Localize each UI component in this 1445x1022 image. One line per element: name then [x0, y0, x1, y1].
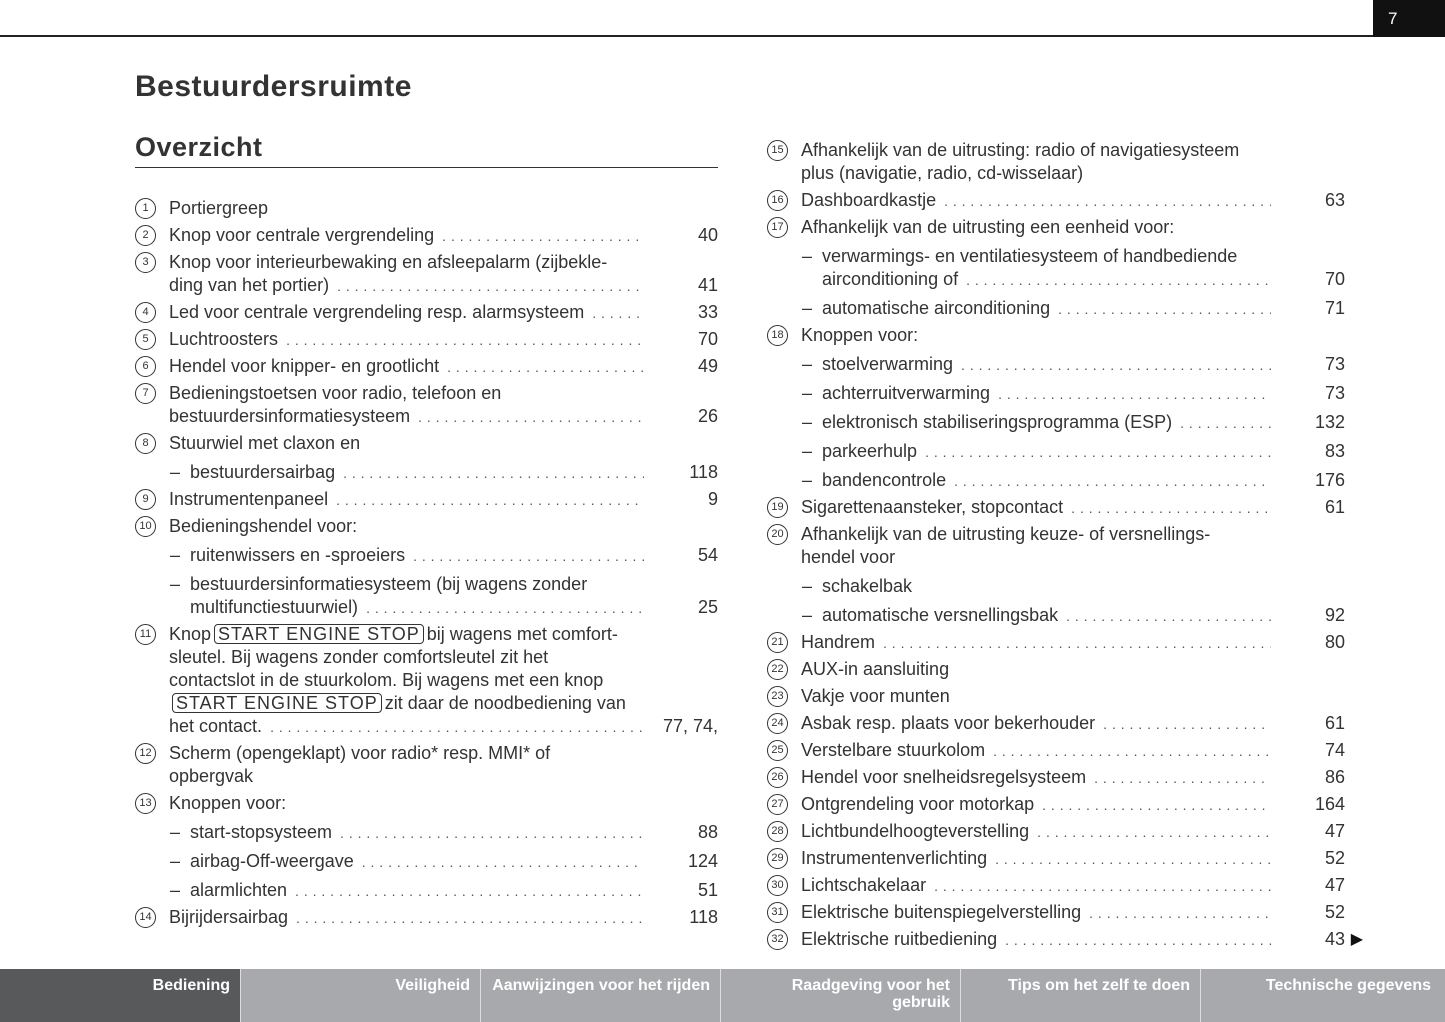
item-number-badge: 18 [767, 325, 788, 346]
page-reference[interactable]: 63 [1324, 190, 1345, 210]
sub-list-item [766, 245, 1345, 291]
item-text: ding van het portier) [169, 275, 330, 295]
page-reference[interactable]: 70 [697, 329, 718, 349]
item-text-line [134, 224, 718, 247]
dot-leader [366, 597, 644, 620]
item-text-line [134, 821, 718, 844]
start-engine-stop-key: START ENGINE STOP [214, 624, 424, 644]
list-item [766, 658, 1345, 681]
item-text: Lichtschakelaar [801, 875, 927, 895]
item-text: bestuurdersinformatiesysteem (bij wagens zonder [190, 574, 588, 594]
list-item [766, 820, 1345, 843]
item-number-badge: 1 [135, 198, 156, 219]
item-text-line [134, 879, 718, 902]
item-text-line [134, 274, 718, 297]
item-text-line [766, 523, 1345, 546]
item-text-line [766, 793, 1345, 816]
item-text: airbag-Off-weergave [190, 851, 354, 871]
item-text: ruitenwissers en -sproeiers [190, 545, 406, 565]
chapter-tab[interactable]: Aanwijzingen voor het rijden [480, 969, 720, 1022]
item-text: bestuurdersairbag [190, 462, 336, 482]
dot-leader [340, 822, 644, 845]
page-reference[interactable]: 77, 74, [662, 716, 718, 736]
item-text: het contact. [169, 716, 263, 736]
item-number-badge: 17 [767, 217, 788, 238]
sub-list-item [134, 573, 718, 619]
page-reference[interactable]: 164 [1314, 794, 1345, 814]
dot-leader [592, 302, 644, 325]
dash-bullet: – [802, 246, 813, 266]
dash-bullet: – [170, 574, 181, 594]
item-text-line [766, 496, 1345, 519]
item-text-line [766, 411, 1345, 434]
page-reference[interactable]: 74 [1324, 740, 1345, 760]
item-text: alarmlichten [190, 880, 288, 900]
page-reference[interactable]: 132 [1314, 412, 1345, 432]
page-reference[interactable]: 33 [697, 302, 718, 322]
item-text-line [766, 216, 1345, 239]
dash-bullet: – [802, 441, 813, 461]
sub-list-item [766, 604, 1345, 627]
item-number-badge: 23 [767, 686, 788, 707]
dot-leader [1180, 412, 1271, 435]
sub-list-item [134, 461, 718, 484]
item-number-badge: 32 [767, 929, 788, 950]
item-text-line [766, 324, 1345, 347]
item-text: Knop [169, 624, 212, 644]
dash-bullet: – [170, 822, 181, 842]
page-reference[interactable]: 52 [1324, 848, 1345, 868]
page-reference[interactable]: 80 [1324, 632, 1345, 652]
item-text-line [766, 928, 1363, 951]
item-text-line [134, 197, 718, 220]
list-item [766, 685, 1345, 708]
dot-leader [995, 848, 1271, 871]
page-reference[interactable]: 47 [1324, 821, 1345, 841]
dash-bullet: – [170, 880, 181, 900]
dot-leader [362, 851, 644, 874]
header-rule [0, 35, 1373, 37]
item-text: multifunctiestuurwiel) [190, 597, 359, 617]
sub-list-item [766, 297, 1345, 320]
item-text-line [766, 685, 1345, 708]
dash-bullet: – [802, 354, 813, 374]
dot-leader [944, 190, 1271, 213]
item-text: Bijrijdersairbag [169, 907, 289, 927]
dash-bullet: – [802, 470, 813, 490]
item-number-badge: 10 [135, 516, 156, 537]
dot-leader [954, 470, 1271, 493]
list-item [134, 742, 718, 788]
page-title: Bestuurdersruimte [135, 70, 412, 103]
item-text-line [134, 301, 718, 324]
item-text-line [766, 546, 1345, 569]
item-text-line [134, 405, 718, 428]
item-text-line [766, 268, 1345, 291]
item-text: opbergvak [169, 766, 254, 786]
dot-leader [1103, 713, 1271, 736]
item-text-line [766, 162, 1345, 185]
dot-leader [336, 489, 644, 512]
item-text: automatische versnellingsbak [822, 605, 1059, 625]
list-item [766, 739, 1345, 762]
item-text: Afhankelijk van de uitrusting een eenheid voor: [801, 217, 1175, 237]
chapter-tab[interactable]: Technische gegevens [1200, 969, 1445, 1022]
dot-leader [961, 354, 1271, 377]
item-text: Asbak resp. plaats voor bekerhouder [801, 713, 1096, 733]
list-item [134, 623, 718, 738]
dot-leader [1094, 767, 1271, 790]
item-number-badge: 26 [767, 767, 788, 788]
item-number-badge: 30 [767, 875, 788, 896]
section-title: Overzicht [135, 132, 263, 162]
page-reference[interactable]: 51 [697, 880, 718, 900]
item-text: Afhankelijk van de uitrusting: radio of navigatiesysteem [801, 140, 1240, 160]
dot-leader [343, 462, 644, 485]
item-text-line [766, 820, 1345, 843]
item-text-line [134, 850, 718, 873]
list-item [766, 496, 1345, 519]
item-text-line [134, 488, 718, 511]
item-text-line [766, 604, 1345, 627]
list-item [766, 928, 1363, 951]
item-number-badge: 24 [767, 713, 788, 734]
dot-leader [1042, 794, 1271, 817]
list-item [134, 301, 718, 324]
item-text: automatische airconditioning [822, 298, 1051, 318]
item-text-line [134, 906, 718, 929]
item-text-line [766, 382, 1345, 405]
page-reference[interactable]: 52 [1324, 902, 1345, 922]
item-text-line [134, 328, 718, 351]
item-number-badge: 9 [135, 489, 156, 510]
item-number-badge: 8 [135, 433, 156, 454]
list-item [766, 874, 1345, 897]
dot-leader [925, 441, 1271, 464]
item-text: AUX-in aansluiting [801, 659, 950, 679]
page-reference[interactable]: 26 [697, 406, 718, 426]
item-text: Knoppen voor: [169, 793, 287, 813]
sub-list-item [134, 821, 718, 844]
item-text-line [134, 623, 718, 646]
item-number-badge: 12 [135, 743, 156, 764]
item-text: Lichtbundelhoogteverstelling [801, 821, 1030, 841]
item-text-line [134, 382, 718, 405]
item-text-line [134, 692, 718, 715]
page-number: 7 [1388, 9, 1398, 28]
page-reference[interactable]: 61 [1324, 713, 1345, 733]
item-text: Instrumentenpaneel [169, 489, 329, 509]
item-text: Stuurwiel met claxon en [169, 433, 361, 453]
page-reference[interactable]: 92 [1324, 605, 1345, 625]
dot-leader [998, 383, 1271, 406]
list-item [766, 712, 1345, 735]
item-text-line [134, 515, 718, 538]
page-reference[interactable]: 25 [697, 597, 718, 617]
page-reference[interactable]: 71 [1324, 298, 1345, 318]
item-text-line [766, 712, 1345, 735]
item-number-badge: 16 [767, 190, 788, 211]
item-text: Instrumentenverlichting [801, 848, 988, 868]
item-number-badge: 6 [135, 356, 156, 377]
item-text: Led voor centrale vergrendeling resp. alarmsysteem [169, 302, 585, 322]
item-text-line [134, 251, 718, 274]
dot-leader [413, 545, 644, 568]
item-text-line [134, 765, 718, 788]
page-reference[interactable]: 70 [1324, 269, 1345, 289]
item-text-line [766, 631, 1345, 654]
list-item [134, 792, 718, 815]
item-number-badge: 29 [767, 848, 788, 869]
item-text-line [134, 573, 718, 596]
sub-list-item [766, 440, 1345, 463]
item-text-line [766, 189, 1345, 212]
item-text: parkeerhulp [822, 441, 918, 461]
item-text-line [766, 575, 1345, 598]
item-text: schakelbak [822, 576, 913, 596]
chapter-tab[interactable]: Raadgeving voor het gebruik [720, 969, 960, 1022]
page-reference[interactable]: 118 [689, 907, 718, 927]
item-text: Elektrische ruitbediening [801, 929, 998, 949]
item-number-badge: 28 [767, 821, 788, 842]
item-text: Hendel voor snelheidsregelsysteem [801, 767, 1087, 787]
item-number-badge: 15 [767, 140, 788, 161]
page-reference[interactable]: 86 [1324, 767, 1345, 787]
item-text: Scherm (opengeklapt) voor radio* resp. MMI* of [169, 743, 551, 763]
item-text: achterruitverwarming [822, 383, 991, 403]
dot-leader [270, 716, 644, 739]
page-reference[interactable]: 61 [1324, 497, 1345, 517]
page-reference[interactable]: 73 [1324, 354, 1345, 374]
dot-leader [934, 875, 1271, 898]
list-item [134, 355, 718, 378]
sub-list-item [134, 879, 718, 902]
item-number-badge: 20 [767, 524, 788, 545]
item-text: Bedieningstoetsen voor radio, telefoon en [169, 383, 502, 403]
item-text: bandencontrole [822, 470, 947, 490]
list-item [766, 847, 1345, 870]
list-item [134, 488, 718, 511]
dot-leader [1058, 298, 1271, 321]
item-text: contactslot in de stuurkolom. Bij wagens met een knop [169, 670, 604, 690]
item-number-badge: 7 [135, 383, 156, 404]
item-number-badge: 5 [135, 329, 156, 350]
left-column-list [134, 193, 718, 929]
item-number-badge: 2 [135, 225, 156, 246]
item-text-line [134, 355, 718, 378]
item-number-badge: 11 [135, 624, 156, 645]
page-reference[interactable]: 43 [1324, 929, 1345, 949]
sub-list-item [766, 353, 1345, 376]
item-text-line [766, 901, 1345, 924]
dot-leader [883, 632, 1271, 655]
list-item [134, 197, 718, 220]
list-item [766, 139, 1345, 185]
item-text-line [766, 139, 1345, 162]
item-number-badge: 27 [767, 794, 788, 815]
list-item [766, 189, 1345, 212]
dash-bullet: – [802, 412, 813, 432]
page-reference[interactable]: 54 [697, 545, 718, 565]
dot-leader [418, 406, 644, 429]
item-text: Afhankelijk van de uitrusting keuze- of versnellings- [801, 524, 1211, 544]
item-number-badge: 22 [767, 659, 788, 680]
sub-list-item [134, 544, 718, 567]
dot-leader [295, 880, 644, 903]
item-text: Elektrische buitenspiegelverstelling [801, 902, 1082, 922]
item-text: Dashboardkastje [801, 190, 937, 210]
item-number-badge: 31 [767, 902, 788, 923]
list-item [766, 216, 1345, 239]
item-number-badge: 4 [135, 302, 156, 323]
sub-list-item [134, 850, 718, 873]
item-text-line [766, 245, 1345, 268]
dot-leader [1066, 605, 1271, 628]
chapter-tab[interactable]: Veiligheid [240, 969, 480, 1022]
dash-bullet: – [802, 383, 813, 403]
item-text-line [766, 658, 1345, 681]
page-reference[interactable]: 47 [1324, 875, 1345, 895]
dot-leader [1071, 497, 1271, 520]
page-reference[interactable]: 49 [697, 356, 718, 376]
item-text-line [766, 739, 1345, 762]
list-item [766, 631, 1345, 654]
item-text: zit daar de noodbediening van [384, 693, 626, 713]
item-text-line [134, 715, 718, 738]
start-engine-stop-key: START ENGINE STOP [172, 693, 382, 713]
list-item [134, 224, 718, 247]
list-item [134, 328, 718, 351]
item-text-line [134, 646, 718, 669]
item-number-badge: 13 [135, 793, 156, 814]
dot-leader [447, 356, 644, 379]
item-text: sleutel. Bij wagens zonder comfortsleutel zit het [169, 647, 549, 667]
dot-leader [442, 225, 644, 248]
section-rule [135, 167, 718, 168]
item-text-line [134, 669, 718, 692]
right-column-list [766, 135, 1363, 951]
item-number-badge: 3 [135, 252, 156, 273]
dash-bullet: – [802, 576, 813, 596]
item-text: Knop voor centrale vergrendeling [169, 225, 435, 245]
item-number-badge: 19 [767, 497, 788, 518]
page-reference[interactable]: 9 [707, 489, 718, 509]
dash-bullet: – [170, 462, 181, 482]
item-text-line [766, 297, 1345, 320]
chapter-tab[interactable]: Bediening [0, 969, 240, 1022]
chapter-tabs [0, 969, 1445, 1022]
list-item [134, 906, 718, 929]
list-item [134, 515, 718, 538]
item-text: bij wagens met comfort- [426, 624, 618, 644]
continue-arrow-icon[interactable]: ▶ [1350, 931, 1363, 948]
list-item [134, 382, 718, 428]
dot-leader [1089, 902, 1271, 925]
dot-leader [337, 275, 644, 298]
sub-list-item [766, 575, 1345, 598]
item-text: Ontgrendeling voor motorkap [801, 794, 1035, 814]
sub-list-item [766, 411, 1345, 434]
item-text: Vakje voor munten [801, 686, 950, 706]
item-text-line [766, 353, 1345, 376]
list-item [766, 523, 1345, 569]
item-text: plus (navigatie, radio, cd-wisselaar) [801, 163, 1084, 183]
page-reference[interactable]: 118 [689, 462, 718, 482]
item-text-line [766, 440, 1345, 463]
sub-list-item [766, 469, 1345, 492]
item-text: stoelverwarming [822, 354, 954, 374]
dash-bullet: – [170, 851, 181, 871]
item-number-badge: 21 [767, 632, 788, 653]
item-text: airconditioning of [822, 269, 959, 289]
item-text: Portiergreep [169, 198, 269, 218]
dash-bullet: – [170, 545, 181, 565]
item-text-line [134, 544, 718, 567]
page-reference[interactable]: 88 [697, 822, 718, 842]
item-text: bestuurdersinformatiesysteem [169, 406, 411, 426]
page-number-box [1373, 0, 1445, 37]
item-text-line [766, 469, 1345, 492]
page-reference[interactable]: 124 [687, 851, 718, 871]
item-text: Sigarettenaansteker, stopcontact [801, 497, 1064, 517]
item-text-line [134, 596, 718, 619]
dash-bullet: – [802, 605, 813, 625]
item-number-badge: 14 [135, 907, 156, 928]
page-reference[interactable]: 176 [1314, 470, 1345, 490]
chapter-tab[interactable]: Tips om het zelf te doen [960, 969, 1200, 1022]
dash-bullet: – [802, 298, 813, 318]
item-text: Luchtroosters [169, 329, 279, 349]
item-text-line [134, 742, 718, 765]
item-text: Handrem [801, 632, 876, 652]
item-number-badge: 25 [767, 740, 788, 761]
dot-leader [966, 269, 1271, 292]
dot-leader [1005, 929, 1271, 952]
item-text: Verstelbare stuurkolom [801, 740, 986, 760]
dot-leader [993, 740, 1271, 763]
dot-leader [1037, 821, 1271, 844]
item-text-line [766, 766, 1345, 789]
item-text: verwarmings- en ventilatiesysteem of handbediende [822, 246, 1238, 266]
page-reference[interactable]: 41 [697, 275, 718, 295]
dot-leader [296, 907, 644, 930]
page-reference[interactable]: 40 [697, 225, 718, 245]
item-text: start-stopsysteem [190, 822, 333, 842]
list-item [766, 324, 1345, 347]
page-reference[interactable]: 83 [1324, 441, 1345, 461]
list-item [766, 793, 1345, 816]
list-item [134, 251, 718, 297]
item-text: elektronisch stabiliseringsprogramma (ESP) [822, 412, 1173, 432]
item-text: hendel voor [801, 547, 896, 567]
list-item [766, 766, 1345, 789]
list-item [134, 432, 718, 455]
sub-list-item [766, 382, 1345, 405]
item-text: Knop voor interieurbewaking en afsleepalarm (zijbekle- [169, 252, 608, 272]
item-text-line [134, 432, 718, 455]
item-text: Hendel voor knipper- en grootlicht [169, 356, 440, 376]
list-item [766, 901, 1345, 924]
item-text-line [134, 461, 718, 484]
item-text: Bedieningshendel voor: [169, 516, 358, 536]
dot-leader [286, 329, 644, 352]
page-reference[interactable]: 73 [1324, 383, 1345, 403]
item-text-line [134, 792, 718, 815]
item-text-line [766, 847, 1345, 870]
item-text-line [766, 874, 1345, 897]
item-text: Knoppen voor: [801, 325, 919, 345]
